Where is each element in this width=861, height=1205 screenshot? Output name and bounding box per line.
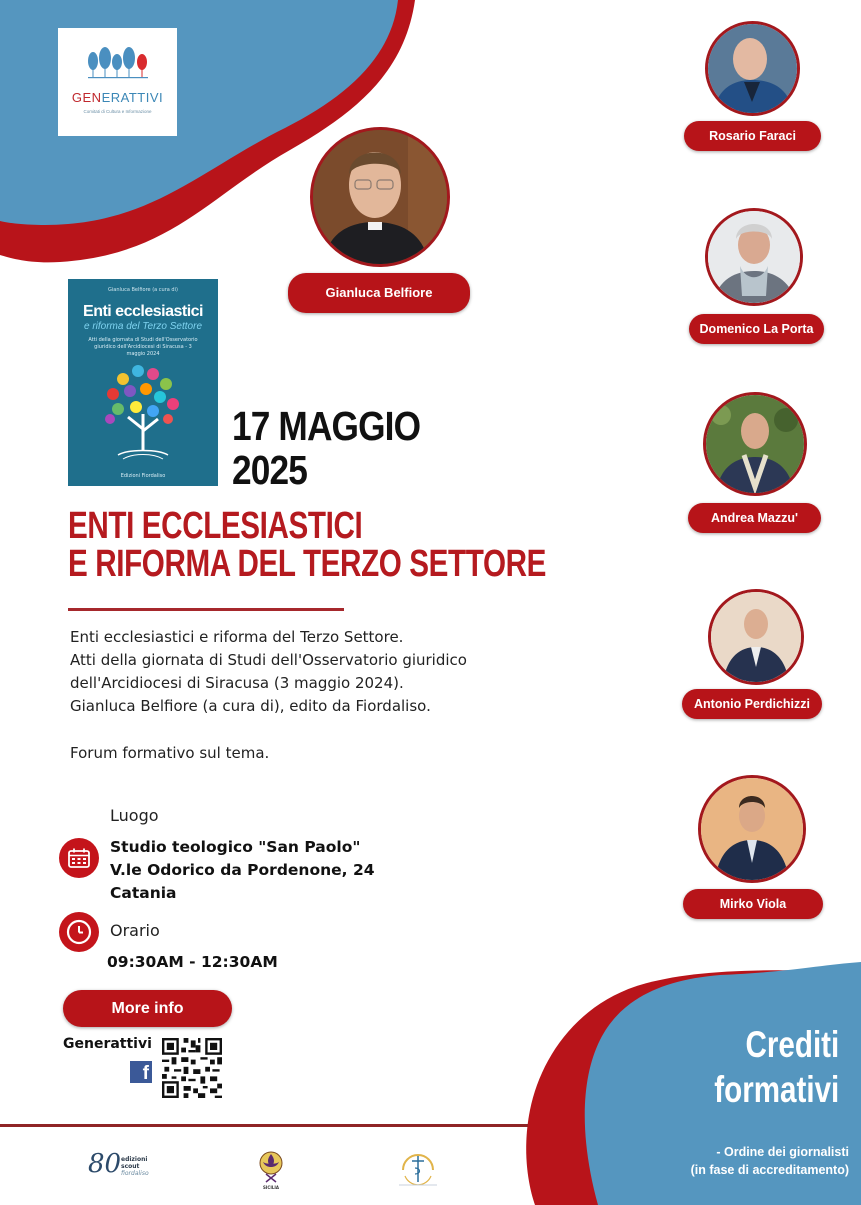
portrait-photo bbox=[708, 24, 797, 113]
schedule-time: 09:30AM - 12:30AM bbox=[107, 953, 278, 971]
credits-subtitle: - Ordine dei giornalisti (in fase di accreditamento) bbox=[690, 1145, 849, 1177]
speaker-photo-mirko-viola bbox=[698, 775, 806, 883]
event-date: 17 MAGGIO 2025 bbox=[232, 403, 421, 493]
event-description: Enti ecclesiastici e riforma del Terzo Settore. Atti della giornata di Studi dell'Osservatorio giuridico dell'Arcidiocesi di Siracusa (3 maggio 2024). Gianluca Belfiore (a cura di), edito da Fiordaliso. bbox=[70, 628, 467, 715]
speaker-name-mirko-viola: Mirko Viola bbox=[683, 889, 823, 919]
speaker-photo-antonio-perdichizzi bbox=[708, 589, 804, 685]
main-speaker-name: Gianluca Belfiore bbox=[288, 273, 470, 313]
speaker-name-domenico-la-porta: Domenico La Porta bbox=[689, 314, 824, 344]
event-title: ENTI ECCLESIASTICI E RIFORMA DEL TERZO SETTORE bbox=[68, 505, 547, 585]
trees-logo-icon bbox=[86, 46, 150, 80]
sponsor-studio-teologico bbox=[395, 1148, 441, 1190]
portrait-photo bbox=[701, 778, 803, 880]
speaker-photo-domenico-la-porta bbox=[705, 208, 803, 306]
qr-code-icon[interactable] bbox=[162, 1038, 222, 1098]
clock-icon bbox=[59, 912, 99, 952]
social-name: Generattivi bbox=[63, 1036, 152, 1052]
fleur-de-lis-icon bbox=[256, 1150, 286, 1184]
speaker-photo-andrea-mazzu bbox=[703, 392, 807, 496]
sponsor-edizioni-scout: 80 edizioni scout fiordaliso bbox=[88, 1149, 149, 1179]
cross-emblem-icon bbox=[395, 1148, 441, 1190]
location-label: Luogo bbox=[110, 806, 159, 825]
speaker-name-andrea-mazzu: Andrea Mazzu' bbox=[688, 503, 821, 533]
facebook-icon[interactable]: f bbox=[130, 1061, 152, 1083]
book-cover: Gianluca Belfiore (a cura di) Enti ecclesiastici e riforma del Terzo Settore Atti della giornata di Studi dell'Osservatorio giuridico dell'Arcidiocesi di Siracusa - 3 maggio 2024 Edizioni Fiordaliso bbox=[68, 279, 218, 486]
speaker-photo-rosario-faraci bbox=[705, 21, 800, 116]
location-address: Studio teologico "San Paolo" V.le Odorico da Pordenone, 24 Catania bbox=[110, 838, 375, 902]
portrait-photo bbox=[313, 130, 447, 264]
credits-title: Crediti formativi bbox=[713, 1024, 839, 1110]
speaker-name-rosario-faraci: Rosario Faraci bbox=[684, 121, 821, 151]
schedule-label: Orario bbox=[110, 921, 160, 940]
title-divider bbox=[68, 608, 344, 611]
portrait-photo bbox=[706, 395, 804, 493]
calendar-icon bbox=[59, 838, 99, 878]
tree-of-hands-icon bbox=[98, 359, 188, 469]
footer-divider bbox=[0, 1124, 528, 1127]
logo-wordmark: GENERATTIVI bbox=[71, 90, 164, 105]
sponsor-agesci-sicilia: SICILIA bbox=[256, 1150, 286, 1192]
more-info-button[interactable]: More info bbox=[63, 990, 232, 1027]
logo-tagline: Comitati di Cultura e Informazione bbox=[83, 109, 152, 114]
speaker-name-antonio-perdichizzi: Antonio Perdichizzi bbox=[682, 689, 822, 719]
portrait-photo bbox=[708, 211, 800, 303]
generattivi-logo bbox=[58, 28, 177, 136]
forum-note: Forum formativo sul tema. bbox=[70, 744, 270, 762]
main-speaker-photo bbox=[310, 127, 450, 267]
portrait-photo bbox=[711, 592, 801, 682]
